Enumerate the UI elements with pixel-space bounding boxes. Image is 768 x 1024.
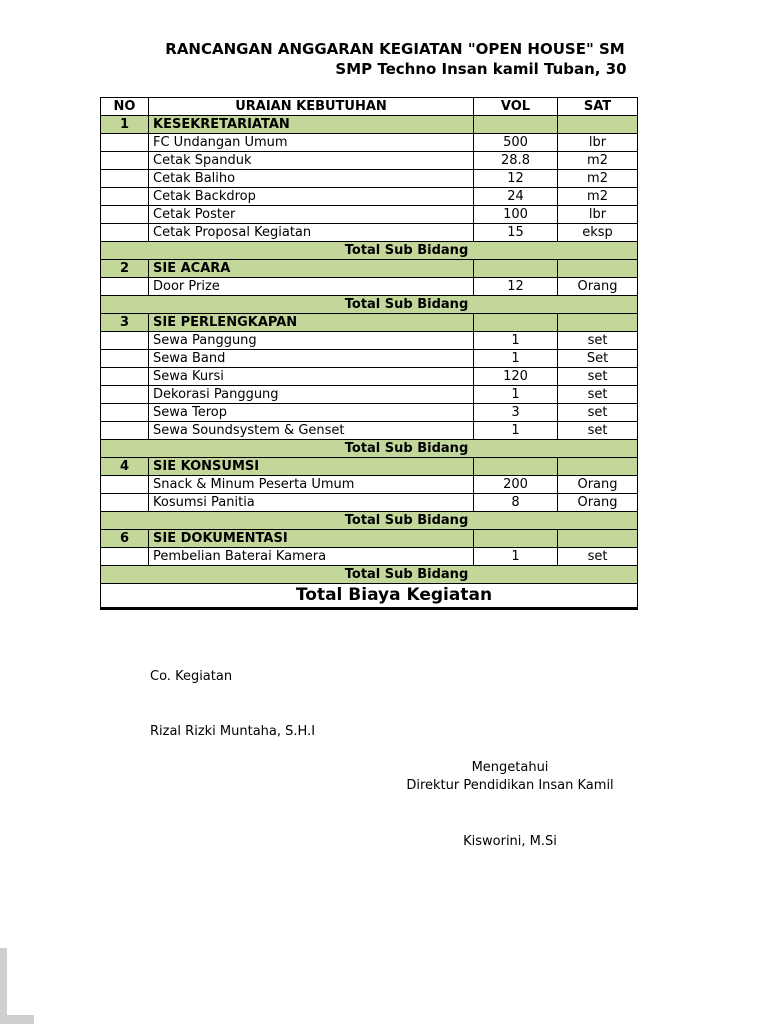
- item-name-cell: Sewa Soundsystem & Genset: [149, 422, 474, 440]
- item-sat-cell: Orang: [558, 476, 638, 494]
- item-name-cell: Cetak Baliho: [149, 170, 474, 188]
- signature-left-role: Co. Kegiatan: [150, 669, 233, 684]
- item-vol-cell: 1: [474, 332, 558, 350]
- item-name-cell: Dekorasi Panggung: [149, 386, 474, 404]
- item-no-cell: [101, 134, 149, 152]
- subtotal-row: [101, 296, 638, 314]
- section-sat-cell: [558, 260, 638, 278]
- section-header-row: [101, 260, 638, 278]
- item-vol-cell: 12: [474, 278, 558, 296]
- item-sat-cell: set: [558, 404, 638, 422]
- scrollbar-artifact-horizontal: [0, 1015, 34, 1024]
- item-name-cell: Cetak Proposal Kegiatan: [149, 224, 474, 242]
- item-no-cell: [101, 224, 149, 242]
- item-vol-cell: 1: [474, 386, 558, 404]
- section-sat-cell: [558, 314, 638, 332]
- item-sat-cell: m2: [558, 152, 638, 170]
- item-no-cell: [101, 476, 149, 494]
- item-sat-cell: set: [558, 548, 638, 566]
- signature-right-line2: Direktur Pendidikan Insan Kamil: [406, 778, 614, 793]
- section-sat-cell: [558, 530, 638, 548]
- table-row: [101, 422, 638, 440]
- item-no-cell: [101, 548, 149, 566]
- item-sat-cell: m2: [558, 188, 638, 206]
- item-no-cell: [101, 206, 149, 224]
- section-vol-cell: [474, 116, 558, 134]
- section-header-row: [101, 314, 638, 332]
- signature-right-name: Kisworini, M.Si: [463, 834, 557, 849]
- table-row: [101, 224, 638, 242]
- column-header-no: NO: [101, 98, 149, 116]
- item-no-cell: [101, 350, 149, 368]
- section-name: SIE ACARA: [149, 260, 474, 278]
- item-name-cell: Snack & Minum Peserta Umum: [149, 476, 474, 494]
- grand-total-row: [101, 584, 638, 609]
- item-vol-cell: 100: [474, 206, 558, 224]
- scrollbar-artifact-vertical: [0, 948, 7, 1024]
- table-row: [101, 404, 638, 422]
- section-vol-cell: [474, 260, 558, 278]
- table-row: [101, 368, 638, 386]
- section-number: 4: [101, 458, 149, 476]
- table-row: [101, 170, 638, 188]
- signature-right-line1: Mengetahui: [471, 760, 549, 775]
- item-sat-cell: Set: [558, 350, 638, 368]
- subtotal-row: [101, 440, 638, 458]
- subtotal-label: Total Sub Bidang: [101, 440, 638, 458]
- section-header-row: [101, 458, 638, 476]
- table-header-row: [101, 98, 638, 116]
- item-no-cell: [101, 188, 149, 206]
- grand-total-label: Total Biaya Kegiatan: [101, 584, 638, 609]
- table-row: [101, 548, 638, 566]
- section-header-row: [101, 116, 638, 134]
- section-number: 6: [101, 530, 149, 548]
- item-vol-cell: 1: [474, 548, 558, 566]
- item-sat-cell: set: [558, 332, 638, 350]
- item-name-cell: Sewa Panggung: [149, 332, 474, 350]
- section-number: 1: [101, 116, 149, 134]
- item-sat-cell: set: [558, 422, 638, 440]
- table-row: [101, 206, 638, 224]
- item-vol-cell: 500: [474, 134, 558, 152]
- section-sat-cell: [558, 458, 638, 476]
- item-no-cell: [101, 404, 149, 422]
- section-vol-cell: [474, 530, 558, 548]
- section-number: 2: [101, 260, 149, 278]
- signature-left-name: Rizal Rizki Muntaha, S.H.I: [150, 724, 316, 739]
- item-no-cell: [101, 368, 149, 386]
- column-header-uraian: URAIAN KEBUTUHAN: [149, 98, 474, 116]
- item-name-cell: FC Undangan Umum: [149, 134, 474, 152]
- section-name: SIE DOKUMENTASI: [149, 530, 474, 548]
- item-name-cell: Cetak Poster: [149, 206, 474, 224]
- section-vol-cell: [474, 314, 558, 332]
- item-name-cell: Sewa Kursi: [149, 368, 474, 386]
- item-sat-cell: Orang: [558, 494, 638, 512]
- item-sat-cell: Orang: [558, 278, 638, 296]
- table-row: [101, 386, 638, 404]
- document-title-line1: RANCANGAN ANGGARAN KEGIATAN "OPEN HOUSE" SM: [165, 40, 625, 58]
- item-vol-cell: 120: [474, 368, 558, 386]
- section-sat-cell: [558, 116, 638, 134]
- subtotal-row: [101, 242, 638, 260]
- item-name-cell: Pembelian Baterai Kamera: [149, 548, 474, 566]
- subtotal-label: Total Sub Bidang: [101, 566, 638, 584]
- section-number: 3: [101, 314, 149, 332]
- subtotal-label: Total Sub Bidang: [101, 512, 638, 530]
- table-row: [101, 188, 638, 206]
- item-no-cell: [101, 170, 149, 188]
- item-sat-cell: set: [558, 386, 638, 404]
- table-row: [101, 350, 638, 368]
- table-row: [101, 332, 638, 350]
- item-vol-cell: 12: [474, 170, 558, 188]
- item-sat-cell: set: [558, 368, 638, 386]
- item-name-cell: Cetak Spanduk: [149, 152, 474, 170]
- table-row: [101, 152, 638, 170]
- subtotal-row: [101, 566, 638, 584]
- item-no-cell: [101, 152, 149, 170]
- table-row: [101, 476, 638, 494]
- budget-table: [100, 97, 638, 610]
- signature-right-block: [360, 759, 660, 795]
- item-vol-cell: 24: [474, 188, 558, 206]
- table-row: [101, 278, 638, 296]
- item-name-cell: Cetak Backdrop: [149, 188, 474, 206]
- document-title-line2: SMP Techno Insan kamil Tuban, 30: [335, 60, 627, 78]
- column-header-sat: SAT: [558, 98, 638, 116]
- item-no-cell: [101, 494, 149, 512]
- item-name-cell: Sewa Band: [149, 350, 474, 368]
- column-header-vol: VOL: [474, 98, 558, 116]
- item-vol-cell: 28.8: [474, 152, 558, 170]
- section-vol-cell: [474, 458, 558, 476]
- item-name-cell: Door Prize: [149, 278, 474, 296]
- item-vol-cell: 3: [474, 404, 558, 422]
- item-sat-cell: lbr: [558, 134, 638, 152]
- table-row: [101, 134, 638, 152]
- section-header-row: [101, 530, 638, 548]
- item-sat-cell: lbr: [558, 206, 638, 224]
- item-sat-cell: m2: [558, 170, 638, 188]
- item-no-cell: [101, 278, 149, 296]
- subtotal-label: Total Sub Bidang: [101, 296, 638, 314]
- item-vol-cell: 1: [474, 422, 558, 440]
- item-name-cell: Kosumsi Panitia: [149, 494, 474, 512]
- section-name: SIE PERLENGKAPAN: [149, 314, 474, 332]
- item-vol-cell: 1: [474, 350, 558, 368]
- item-sat-cell: eksp: [558, 224, 638, 242]
- table-row: [101, 494, 638, 512]
- subtotal-label: Total Sub Bidang: [101, 242, 638, 260]
- item-vol-cell: 8: [474, 494, 558, 512]
- item-vol-cell: 200: [474, 476, 558, 494]
- item-name-cell: Sewa Terop: [149, 404, 474, 422]
- item-no-cell: [101, 332, 149, 350]
- item-vol-cell: 15: [474, 224, 558, 242]
- section-name: KESEKRETARIATAN: [149, 116, 474, 134]
- item-no-cell: [101, 422, 149, 440]
- subtotal-row: [101, 512, 638, 530]
- item-no-cell: [101, 386, 149, 404]
- section-name: SIE KONSUMSI: [149, 458, 474, 476]
